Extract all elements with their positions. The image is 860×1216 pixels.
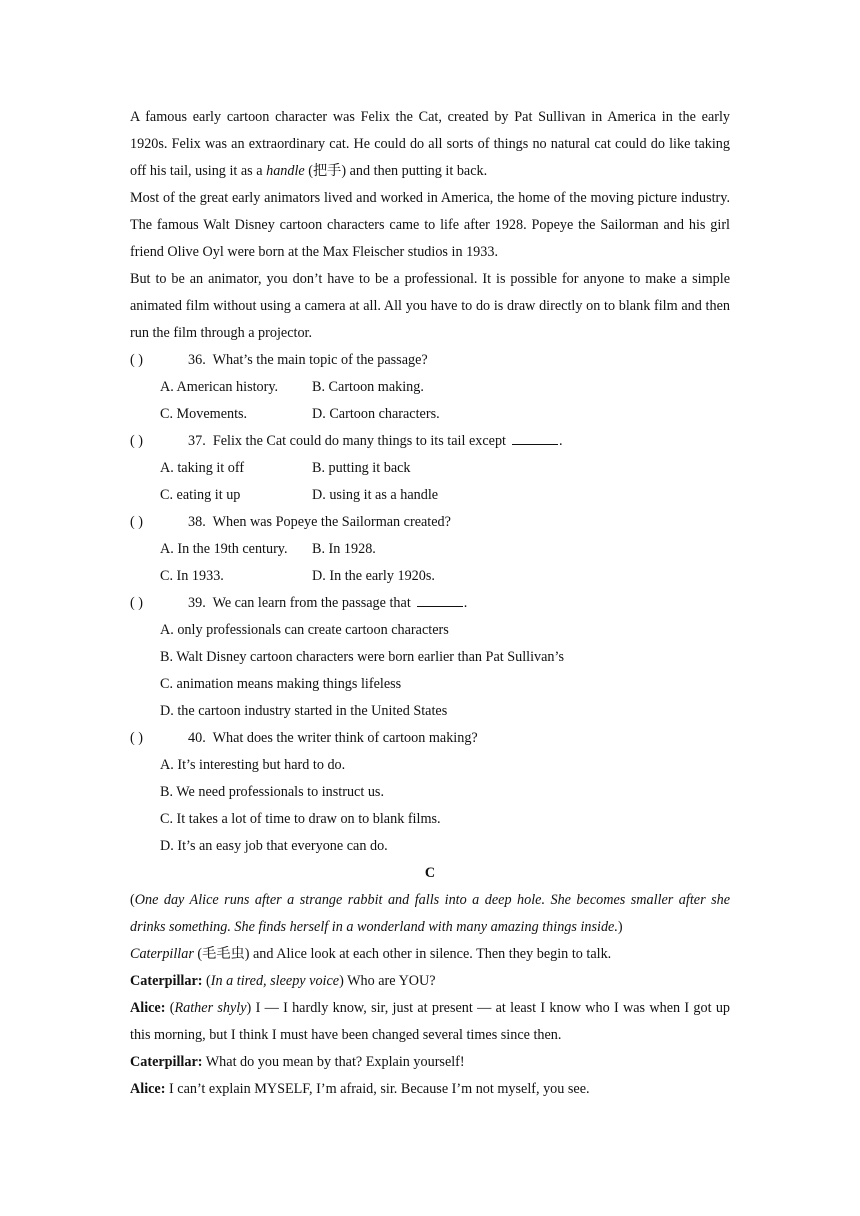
question-text: What’s the main topic of the passage? xyxy=(212,352,428,368)
caterpillar-intro-line xyxy=(130,941,730,968)
document-page xyxy=(130,104,730,1103)
dialogue-text: What do you mean by that? Explain yourself! xyxy=(202,1054,465,1070)
option-a: A. In the 19th century. xyxy=(160,541,288,557)
dialogue-text: I can’t explain MYSELF, I’m afraid, sir. Because I’m not myself, you see. xyxy=(165,1081,590,1097)
passage-text: (把手) and then putting it back. xyxy=(304,163,488,179)
answer-blank[interactable] xyxy=(512,432,558,445)
answer-bracket[interactable]: ( ) xyxy=(130,595,143,611)
question-37 xyxy=(130,428,730,509)
question-text: Felix the Cat could do many things to its tail except xyxy=(212,433,506,449)
stage-direction: In a tired, sleepy voice xyxy=(210,973,340,989)
question-text: What does the writer think of cartoon making? xyxy=(212,730,478,746)
answer-bracket[interactable]: ( ) xyxy=(130,514,143,530)
punctuation: . xyxy=(463,595,468,611)
passage-paragraph-2: Most of the great early animators lived and worked in America, the home of the moving picture industry. The famous Walt Disney cartoon characters came to life after 1928. Popeye the Sailorman and his girl friend Olive Oyl were born at the Max Fleischer studios in 1933. xyxy=(130,190,730,260)
option-a: A. It’s interesting but hard to do. xyxy=(160,757,346,773)
speaker-label: Caterpillar: xyxy=(130,1054,203,1070)
option-d: D. In the early 1920s. xyxy=(312,568,435,584)
option-c: C. animation means making things lifeless xyxy=(160,676,402,692)
question-39 xyxy=(130,590,730,725)
option-a: A. American history. xyxy=(160,379,279,395)
question-number: 39. xyxy=(188,595,206,611)
dialogue-line-2: Alice: (Rather shyly) I — I hardly know, sir, just at present — at least I know who I was when I got up this morning, but I think I must have been changed several times since then. xyxy=(130,1000,731,1043)
passage-text: A famous early cartoon character was Felix the Cat, created by Pat Sullivan in America in the early 1920s. Felix was an extraordinary cat. He could do all sorts of things no natural cat could do like taking off his tail, using it as a xyxy=(130,109,730,179)
option-d: D. Cartoon characters. xyxy=(312,406,440,422)
question-number: 38. xyxy=(188,514,206,530)
option-c: C. It takes a lot of time to draw on to blank films. xyxy=(160,811,441,827)
question-38 xyxy=(130,509,730,590)
option-d: D. It’s an easy job that everyone can do. xyxy=(160,838,388,854)
option-c: C. In 1933. xyxy=(160,568,224,584)
question-number: 36. xyxy=(188,352,206,368)
dialogue-line-3 xyxy=(130,1049,730,1076)
speaker-label: Alice: xyxy=(130,1000,166,1016)
intro-italic-text: One day Alice runs after a strange rabbit and falls into a deep hole. She becomes smaller after she drinks something. She finds herself in a wonderland with many amazing things inside. xyxy=(130,892,730,935)
dialogue-text: I — I hardly know, sir, just at present — at least I know who I was when I got up this morning, but I think I must have been changed several times since then. xyxy=(130,1000,731,1043)
answer-bracket[interactable]: ( ) xyxy=(130,433,143,449)
passage-paragraph-1 xyxy=(130,104,730,185)
option-c: C. Movements. xyxy=(160,406,248,422)
option-b: B. We need professionals to instruct us. xyxy=(160,784,384,800)
option-b: B. Walt Disney cartoon characters were born earlier than Pat Sullivan’s xyxy=(160,649,564,665)
answer-blank[interactable] xyxy=(417,594,463,607)
question-number: 40. xyxy=(188,730,206,746)
answer-bracket[interactable]: ( ) xyxy=(130,352,143,368)
punctuation: . xyxy=(559,433,563,449)
speaker-label: Caterpillar: xyxy=(130,973,203,989)
question-text: We can learn from the passage that xyxy=(212,595,411,611)
character-name: Caterpillar xyxy=(130,946,194,962)
passage-paragraph-3: But to be an animator, you don’t have to be a professional. It is possible for anyone to make a simple animated film without using a camera at all. All you have to do is draw directly on to blank film and then run the film through a projector. xyxy=(130,271,730,341)
option-b: B. putting it back xyxy=(312,460,411,476)
option-a: A. taking it off xyxy=(160,460,245,476)
stage-direction: Rather shyly xyxy=(174,1000,247,1016)
section-heading: C xyxy=(424,865,436,881)
dialogue-line-1: Caterpillar: (In a tired, sleepy voice) Who are YOU? xyxy=(130,973,436,989)
question-number: 37. xyxy=(188,433,206,449)
option-d: D. the cartoon industry started in the United States xyxy=(160,703,448,719)
dialogue-line-4 xyxy=(130,1076,730,1103)
answer-bracket[interactable]: ( ) xyxy=(130,730,143,746)
option-d: D. using it as a handle xyxy=(312,487,439,503)
option-c: C. eating it up xyxy=(160,487,241,503)
dialogue-text: Who are YOU? xyxy=(343,973,436,989)
option-b: B. In 1928. xyxy=(312,541,376,557)
question-text: When was Popeye the Sailorman created? xyxy=(212,514,451,530)
speaker-label: Alice: xyxy=(130,1081,166,1097)
question-40 xyxy=(130,725,730,860)
option-b: B. Cartoon making. xyxy=(312,379,424,395)
question-36 xyxy=(130,347,730,428)
italic-term: handle xyxy=(266,163,305,179)
option-a: A. only professionals can create cartoon characters xyxy=(160,622,449,638)
narration-text: (毛毛虫) and Alice look at each other in silence. Then they begin to talk. xyxy=(193,946,612,962)
section-intro: (One day Alice runs after a strange rabbit and falls into a deep hole. She becomes smaller after she drinks something. She finds herself in a wonderland with many amazing things inside.) xyxy=(130,892,730,935)
